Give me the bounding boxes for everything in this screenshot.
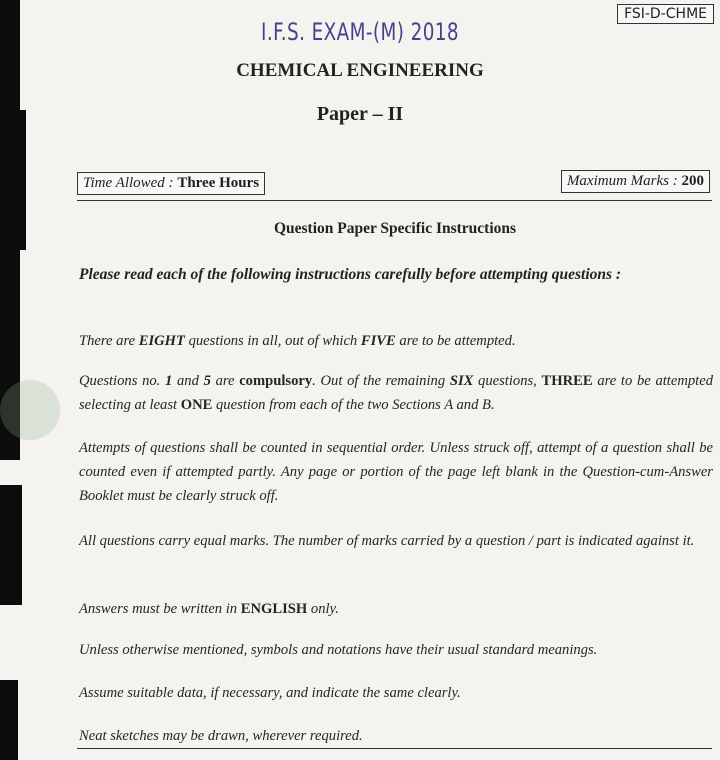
instruction-sketches: Neat sketches may be drawn, wherever required. (79, 728, 363, 744)
maximum-marks-box (561, 170, 710, 193)
instruction-equal-marks: All questions carry equal marks. The number of marks carried by a question / part is indicated against it. (79, 533, 695, 549)
instruction-language: Answers must be written in ENGLISH only. (79, 601, 339, 617)
instruction-assume-data: Assume suitable data, if necessary, and indicate the same clearly. (79, 685, 461, 701)
instruction-symbols: Unless otherwise mentioned, symbols and notations have their usual standard meanings. (79, 642, 598, 658)
divider (77, 200, 712, 201)
paper-number: Paper – II (316, 103, 404, 125)
divider (77, 748, 712, 749)
scan-edge-shadow (0, 680, 18, 760)
instructions-lead: Please read each of the following instructions carefully before attempting questions : (79, 266, 622, 283)
marks-value: 200 (681, 173, 704, 189)
paper-code-box: FSI-D-CHME (617, 4, 714, 24)
time-value: Three Hours (177, 175, 260, 191)
scan-stain (0, 380, 60, 440)
marks-label: Maximum Marks : (566, 173, 682, 189)
time-label: Time Allowed : (83, 175, 178, 191)
instructions-heading: Question Paper Specific Instructions (273, 220, 517, 237)
instruction-question-count: There are EIGHT questions in all, out of which FIVE are to be attempted. (79, 333, 516, 349)
scan-edge-shadow (0, 485, 22, 605)
subject-title: CHEMICAL ENGINEERING (236, 60, 484, 81)
time-allowed-box (77, 172, 265, 195)
instruction-compulsory: Questions no. 1 and 5 are compulsory. Out of the remaining SIX questions, THREE are to be attempted selecting at least ONE question from each of the two Sections A and B. (79, 373, 713, 413)
exam-title: I.F.S. EXAM-(M) 2018 (260, 18, 460, 46)
instruction-sequential-order: Attempts of questions shall be counted in sequential order. Unless struck off, attempt of a question shall be counted even if attempted partly. Any page or portion of the page left blank in the Question-cum-Answer Booklet must be clearly struck off. (79, 440, 713, 504)
